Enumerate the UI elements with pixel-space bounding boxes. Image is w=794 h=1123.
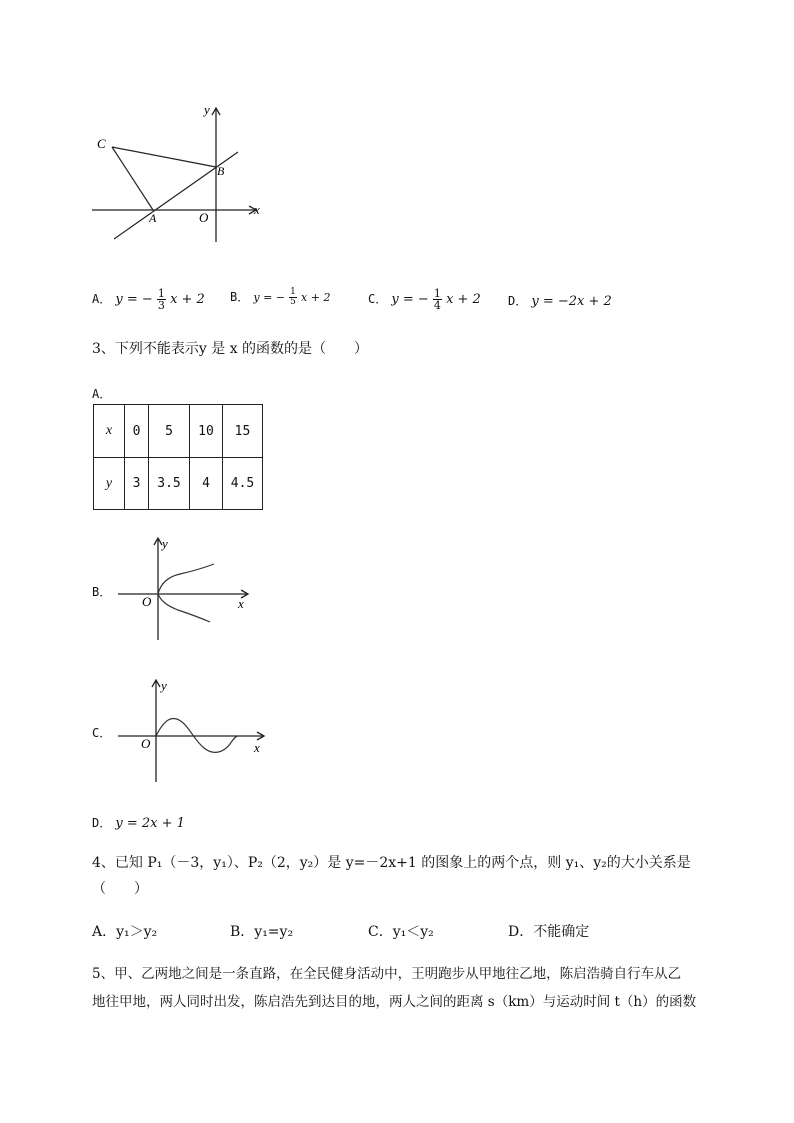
option-letter: D． xyxy=(508,294,528,308)
q3-option-d xyxy=(92,814,185,831)
point-label-b: B xyxy=(217,164,225,178)
axis-label-y: y xyxy=(161,678,167,693)
q2-figure xyxy=(86,96,276,246)
fraction-denominator: 4 xyxy=(433,299,441,312)
q3-option-a-label: A． xyxy=(92,387,112,401)
axis-label-x: x xyxy=(238,596,244,611)
fraction xyxy=(157,288,166,311)
table-row-y xyxy=(94,458,263,510)
table-cell: 0 xyxy=(125,405,149,458)
origin-label: O xyxy=(142,594,152,609)
q3-option-c-label: C． xyxy=(92,726,112,740)
q3-graph-b xyxy=(110,532,260,644)
option-expr-prefix: y = − xyxy=(115,292,153,307)
q2-option-d xyxy=(508,292,612,309)
table-cell: x xyxy=(94,405,125,458)
fraction xyxy=(433,288,442,311)
q3-stem: 3、下列不能表示y 是 x 的函数的是（ ） xyxy=(92,341,369,357)
segment-cb xyxy=(112,147,216,167)
q2-option-b xyxy=(230,288,330,307)
option-letter: B． xyxy=(230,290,250,304)
axis-label-x: x xyxy=(254,740,260,755)
q4-option-a: A．y₁＞y₂ xyxy=(92,924,158,940)
point-label-a: A xyxy=(149,211,157,225)
axis-label-y: y xyxy=(204,102,210,117)
table-cell: 3 xyxy=(125,458,149,510)
option-letter: D． xyxy=(92,816,112,830)
table-row-x xyxy=(94,405,263,458)
table-cell: 5 xyxy=(149,405,190,458)
option-expr: y = 2x + 1 xyxy=(115,816,185,831)
option-letter: C． xyxy=(368,292,388,306)
curve-lower-branch xyxy=(158,594,210,622)
table-cell: 4.5 xyxy=(223,458,263,510)
option-expr-suffix: x + 2 xyxy=(170,292,205,307)
q3-value-table xyxy=(93,404,263,510)
q4-option-d: D．不能确定 xyxy=(508,924,590,940)
fraction-numerator: 1 xyxy=(157,287,165,300)
curve-upper-branch xyxy=(158,564,214,594)
point-label-c: C xyxy=(97,136,106,151)
q5-stem-line1: 5、甲、乙两地之间是一条直路，在全民健身活动中，王明跑步从甲地往乙地，陈启浩骑自行车从乙 xyxy=(92,966,682,982)
option-expr-suffix: x + 2 xyxy=(446,292,481,307)
fraction xyxy=(289,288,297,307)
q3-graph-c xyxy=(110,674,270,786)
option-expr-prefix: y = − xyxy=(391,292,429,307)
table-cell: 4 xyxy=(190,458,223,510)
axis-label-x: x xyxy=(254,202,260,217)
q4-stem-line1: 4、已知 P₁（－3，y₁）、P₂（2，y₂）是 y=－2x+1 的图象上的两个点，则 y₁、y₂的大小关系是 xyxy=(92,855,691,871)
axis-label-y: y xyxy=(162,536,168,551)
option-expr-suffix: x + 2 xyxy=(301,291,331,304)
q4-option-b: B．y₁=y₂ xyxy=(230,924,294,940)
fraction-denominator: 3 xyxy=(157,299,165,312)
option-expr: y = −2x + 2 xyxy=(531,294,612,309)
table-cell: 3.5 xyxy=(149,458,190,510)
option-letter: A． xyxy=(92,292,112,306)
q4-stem-line2: （ ） xyxy=(92,881,148,897)
origin-label: O xyxy=(141,736,151,751)
q4-option-c: C．y₁＜y₂ xyxy=(368,924,434,940)
origin-label: O xyxy=(199,210,209,225)
table-cell: 15 xyxy=(223,405,263,458)
q5-stem-line2: 地往甲地，两人同时出发，陈启浩先到达目的地，两人之间的距离 s（km）与运动时间 t（h）的函数 xyxy=(92,994,697,1010)
q2-option-c xyxy=(368,288,481,311)
fraction-denominator: 5 xyxy=(290,297,296,307)
table-cell: 10 xyxy=(190,405,223,458)
option-expr-prefix: y = − xyxy=(253,291,286,304)
fraction-numerator: 1 xyxy=(433,287,441,300)
q3-option-b-label: B． xyxy=(92,585,112,599)
q2-option-a xyxy=(92,288,205,311)
segment-ca xyxy=(112,147,153,210)
table-cell: y xyxy=(94,458,125,510)
fraction-numerator: 1 xyxy=(290,287,296,297)
